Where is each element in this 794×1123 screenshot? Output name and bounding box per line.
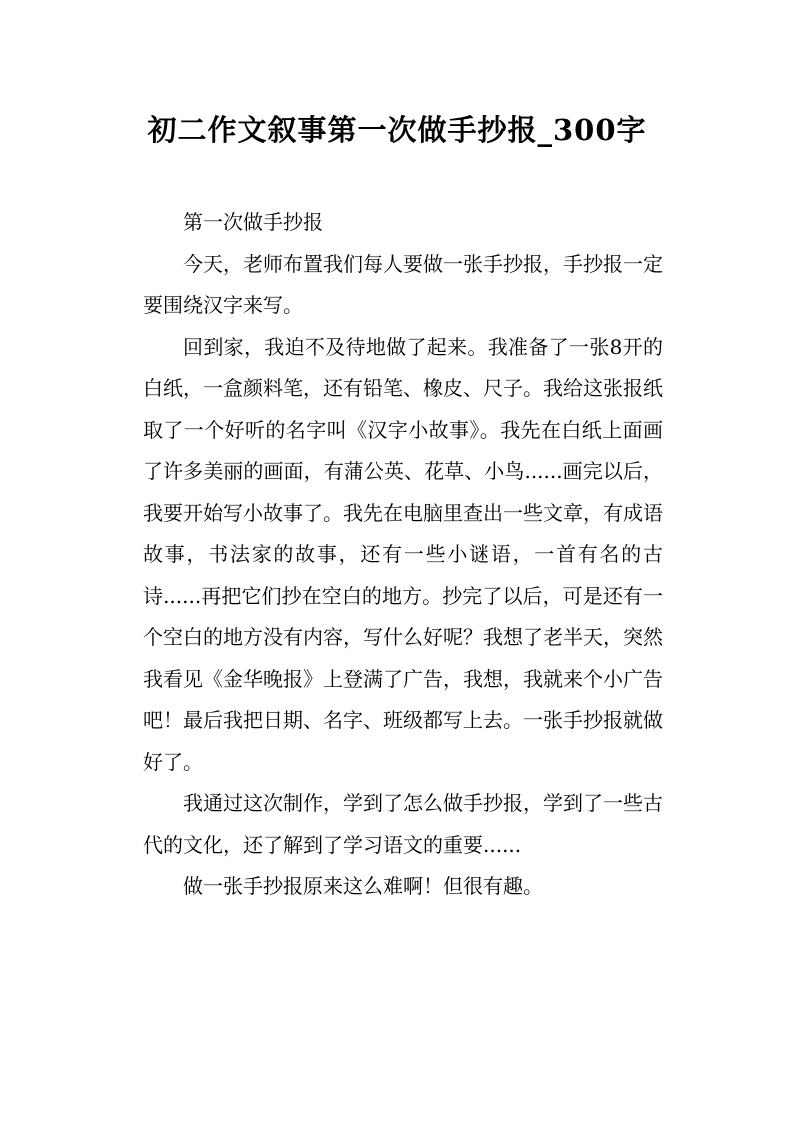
paragraph: 今天，老师布置我们每人要做一张手抄报，手抄报一定要围绕汉字来写。 <box>143 251 663 317</box>
paragraph: 回到家，我迫不及待地做了起来。我准备了一张8开的白纸，一盒颜料笔，还有铅笔、橡皮、尺子。我给这张报纸取了一个好听的名字叫《汉字小故事》。我先在白纸上面画了许多美丽的画面，有蒲公英、花草、小鸟......画完以后，我要开始写小故事了。我先在电脑里查出一些文章，有成语故事，书法家的故事，还有一些小谜语，一首有名的古诗......再把它们抄在空白的地方。抄完了以后，可是还有一个空白的地方没有内容，写什么好呢？我想了老半天，突然我看见《金华晚报》上登满了广告，我想，我就来个小广告吧！最后我把日期、名字、班级都写上去。一张手抄报就做好了。 <box>143 334 663 774</box>
document-body <box>143 202 663 908</box>
paragraph: 我通过这次制作，学到了怎么做手抄报，学到了一些古代的文化，还了解到了学习语文的重要...... <box>143 791 663 857</box>
paragraph: 做一张手抄报原来这么难啊！但很有趣。 <box>183 874 543 898</box>
paragraph-subtitle: 第一次做手抄报 <box>183 210 323 234</box>
document-title: 初二作文叙事第一次做手抄报_300字 <box>147 113 647 147</box>
